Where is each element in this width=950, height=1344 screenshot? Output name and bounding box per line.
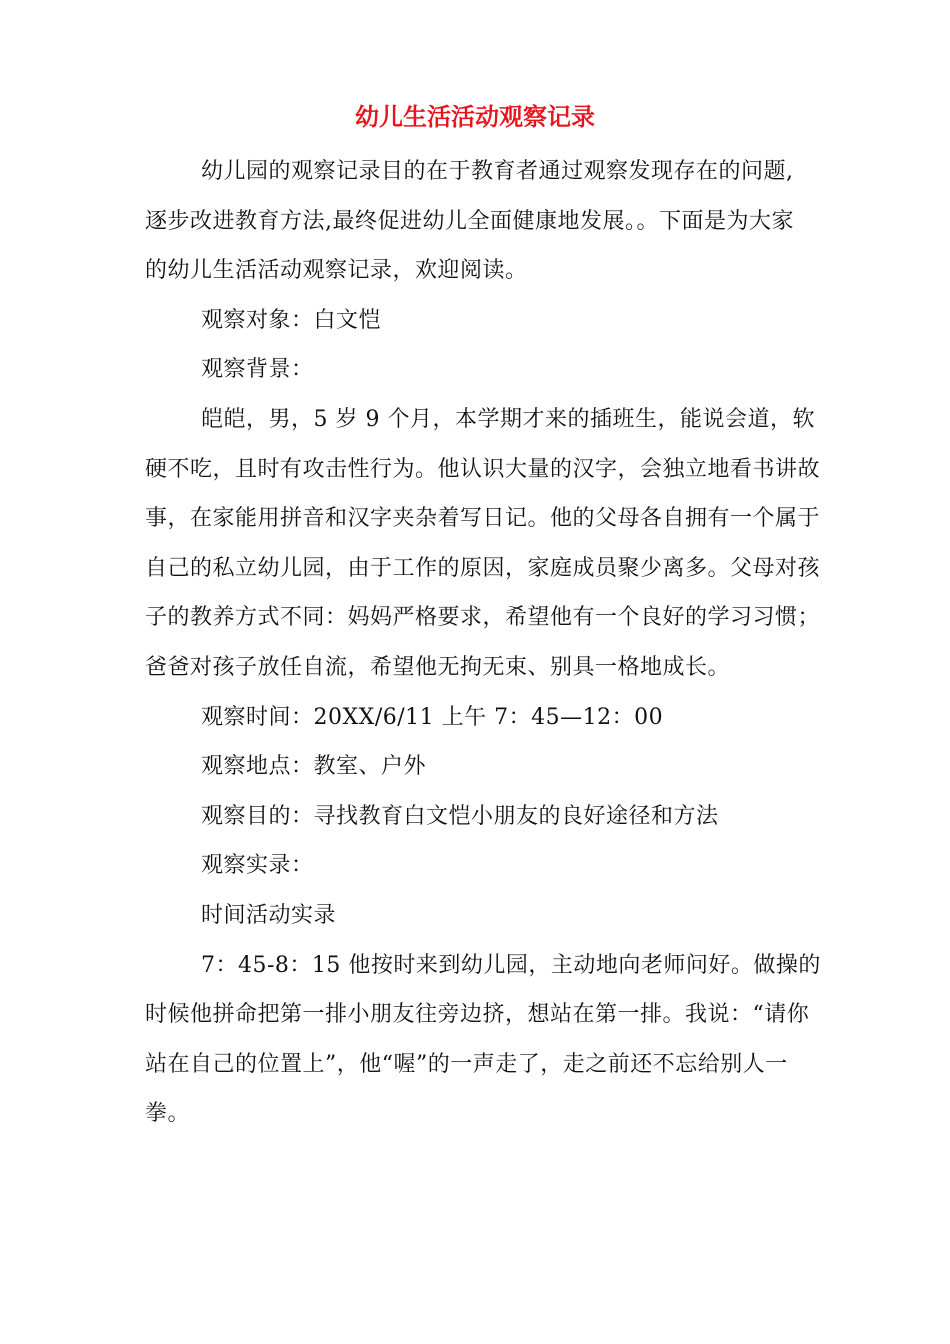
field-observation-time xyxy=(145,693,825,743)
paragraph-line: 时间活动实录 xyxy=(201,902,337,928)
paragraph-line: 站在自己的位置上”，他“喔”的一声走了，走之前还不忘给别人一 xyxy=(145,1051,788,1077)
paragraph-background xyxy=(145,395,825,693)
paragraph-line: 观察背景： xyxy=(201,357,314,383)
paragraph-line: 观察对象：白文恺 xyxy=(201,307,382,333)
paragraph-line: 时候他拼命把第一排小朋友往旁边挤，想站在第一排。我说：“请你 xyxy=(145,1002,810,1028)
document-body xyxy=(145,147,825,1139)
paragraph-line: 7：45-8：15 他按时来到幼儿园，主动地向老师问好。做操的 xyxy=(201,952,821,978)
field-observation-subject xyxy=(145,296,825,346)
field-observation-background xyxy=(145,345,825,395)
paragraph-line: 子的教养方式不同：妈妈严格要求，希望他有一个良好的学习习惯； xyxy=(145,605,821,631)
paragraph-line: 观察目的：寻找教育白文恺小朋友的良好途径和方法 xyxy=(201,803,719,829)
paragraph-record-entry xyxy=(145,941,825,1139)
field-observation-location xyxy=(145,742,825,792)
paragraph-line: 的幼儿生活活动观察记录，欢迎阅读。 xyxy=(145,258,528,284)
document-title: 幼儿生活活动观察记录 xyxy=(355,102,595,131)
paragraph-line: 拳。 xyxy=(145,1101,191,1127)
paragraph-line: 观察实录： xyxy=(201,853,314,879)
paragraph-line: 爸爸对孩子放任自流，希望他无拘无束、别具一格地成长。 xyxy=(145,654,731,680)
paragraph-line: 观察时间：20XX/6/11 上午 7：45—12：00 xyxy=(201,704,664,730)
paragraph-intro xyxy=(145,147,825,296)
paragraph-line: 自己的私立幼儿园，由于工作的原因，家庭成员聚少离多。父母对孩 xyxy=(145,555,821,581)
paragraph-line: 硬不吃，且时有攻击性行为。他认识大量的汉字，会独立地看书讲故 xyxy=(145,456,821,482)
paragraph-line: 皑皑，男，5 岁 9 个月，本学期才来的插班生，能说会道，软 xyxy=(201,406,815,432)
field-observation-purpose xyxy=(145,792,825,842)
paragraph-line: 幼儿园的观察记录目的在于教育者通过观察发现存在的问题, xyxy=(201,159,794,184)
field-observation-record xyxy=(145,841,825,891)
paragraph-line: 逐步改进教育方法,最终促进幼儿全面健康地发展。。下面是为大家 xyxy=(145,208,794,234)
paragraph-line: 观察地点：教室、户外 xyxy=(201,754,427,780)
record-heading xyxy=(145,891,825,941)
paragraph-line: 事，在家能用拼音和汉字夹杂着写日记。他的父母各自拥有一个属于 xyxy=(145,506,821,532)
